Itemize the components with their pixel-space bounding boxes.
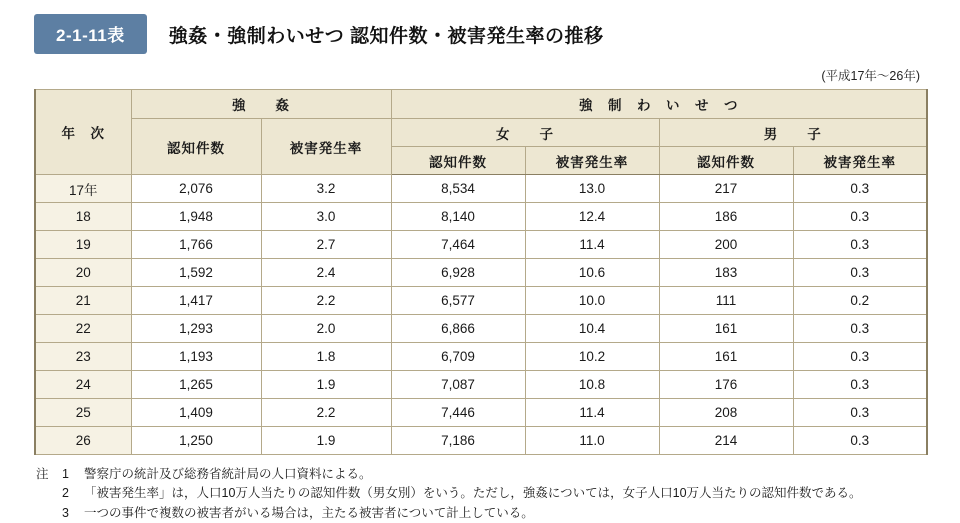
cell-male-cases: 161 [659, 343, 793, 371]
col-header-male-rate: 被害発生率 [793, 147, 927, 175]
statistics-table [34, 89, 928, 455]
cell-female-cases: 8,534 [391, 175, 525, 203]
table-header-row-2 [35, 119, 927, 147]
col-header-female-rate: 被害発生率 [525, 147, 659, 175]
cell-female-cases: 8,140 [391, 203, 525, 231]
cell-year: 25 [35, 399, 131, 427]
cell-rape-rate: 1.8 [261, 343, 391, 371]
cell-male-cases: 214 [659, 427, 793, 455]
cell-rape-cases: 1,293 [131, 315, 261, 343]
cell-female-rate: 11.4 [525, 399, 659, 427]
table-row [35, 259, 927, 287]
note-text: 「被害発生率」は，人口10万人当たりの認知件数（男女別）をいう。ただし，強姦については，女子人口10万人当たりの認知件数である。 [84, 486, 862, 501]
cell-female-rate: 12.4 [525, 203, 659, 231]
note-text: 一つの事件で複数の被害者がいる場合は，主たる被害者について計上している。 [84, 505, 534, 520]
cell-rape-cases: 1,766 [131, 231, 261, 259]
group-header-indecency: 強 制 わ い せ つ [391, 90, 927, 119]
cell-year: 24 [35, 371, 131, 399]
cell-rape-cases: 1,193 [131, 343, 261, 371]
cell-female-cases: 6,577 [391, 287, 525, 315]
cell-male-cases: 183 [659, 259, 793, 287]
cell-rape-cases: 1,409 [131, 399, 261, 427]
cell-female-rate: 10.6 [525, 259, 659, 287]
cell-female-rate: 10.2 [525, 343, 659, 371]
table-notes [0, 455, 960, 523]
cell-rape-cases: 1,417 [131, 287, 261, 315]
cell-male-rate: 0.3 [793, 343, 927, 371]
cell-male-cases: 186 [659, 203, 793, 231]
cell-female-cases: 7,464 [391, 231, 525, 259]
page-title: 強姦・強制わいせつ 認知件数・被害発生率の推移 [168, 25, 604, 47]
cell-female-cases: 6,866 [391, 315, 525, 343]
cell-female-rate: 13.0 [525, 175, 659, 203]
cell-rape-rate: 2.0 [261, 315, 391, 343]
cell-male-rate: 0.3 [793, 315, 927, 343]
table-body [35, 175, 927, 455]
col-header-year: 年 次 [35, 90, 131, 175]
table-header-row-1 [35, 90, 927, 119]
note-number: 1 [62, 467, 69, 481]
cell-male-cases: 161 [659, 315, 793, 343]
cell-female-rate: 11.4 [525, 231, 659, 259]
col-header-male-cases: 認知件数 [659, 147, 793, 175]
cell-male-cases: 217 [659, 175, 793, 203]
cell-male-rate: 0.2 [793, 287, 927, 315]
cell-rape-cases: 1,948 [131, 203, 261, 231]
cell-female-cases: 7,087 [391, 371, 525, 399]
table-row [35, 371, 927, 399]
table-row [35, 203, 927, 231]
notes-label: 注 [36, 467, 49, 481]
cell-male-rate: 0.3 [793, 175, 927, 203]
period-note: (平成17年〜26年) [821, 69, 920, 83]
cell-female-cases: 7,186 [391, 427, 525, 455]
note-item [36, 465, 926, 484]
note-text: 警察庁の統計及び総務省統計局の人口資料による。 [84, 467, 372, 481]
cell-rape-cases: 1,265 [131, 371, 261, 399]
cell-year: 18 [35, 203, 131, 231]
cell-female-cases: 6,709 [391, 343, 525, 371]
cell-male-cases: 200 [659, 231, 793, 259]
group-header-rape: 強 姦 [131, 90, 391, 119]
col-header-rape-cases: 認知件数 [131, 119, 261, 175]
note-number: 2 [62, 486, 69, 501]
cell-male-rate: 0.3 [793, 203, 927, 231]
cell-rape-rate: 2.4 [261, 259, 391, 287]
col-header-rape-rate: 被害発生率 [261, 119, 391, 175]
cell-year: 19 [35, 231, 131, 259]
cell-rape-rate: 2.2 [261, 399, 391, 427]
table-row [35, 399, 927, 427]
cell-rape-rate: 3.0 [261, 203, 391, 231]
cell-female-rate: 10.0 [525, 287, 659, 315]
cell-male-rate: 0.3 [793, 371, 927, 399]
cell-rape-rate: 1.9 [261, 427, 391, 455]
cell-rape-cases: 2,076 [131, 175, 261, 203]
cell-male-cases: 111 [659, 287, 793, 315]
table-head [35, 90, 927, 175]
note-item [36, 504, 926, 523]
cell-male-cases: 176 [659, 371, 793, 399]
cell-rape-rate: 3.2 [261, 175, 391, 203]
cell-male-rate: 0.3 [793, 427, 927, 455]
table-number-badge: 2-1-11表 [34, 14, 147, 54]
cell-year: 26 [35, 427, 131, 455]
note-item [36, 484, 926, 503]
cell-female-rate: 11.0 [525, 427, 659, 455]
cell-year: 17年 [35, 175, 131, 203]
cell-female-cases: 7,446 [391, 399, 525, 427]
cell-year: 21 [35, 287, 131, 315]
col-header-female-cases: 認知件数 [391, 147, 525, 175]
cell-rape-rate: 2.7 [261, 231, 391, 259]
cell-male-rate: 0.3 [793, 259, 927, 287]
sub-header-male: 男 子 [659, 119, 927, 147]
cell-female-rate: 10.4 [525, 315, 659, 343]
cell-male-rate: 0.3 [793, 399, 927, 427]
cell-female-cases: 6,928 [391, 259, 525, 287]
table-row [35, 315, 927, 343]
table-container [0, 89, 960, 455]
cell-rape-rate: 1.9 [261, 371, 391, 399]
table-header [0, 0, 960, 54]
table-row [35, 343, 927, 371]
cell-rape-cases: 1,250 [131, 427, 261, 455]
cell-rape-rate: 2.2 [261, 287, 391, 315]
table-row [35, 175, 927, 203]
table-row [35, 231, 927, 259]
table-row [35, 287, 927, 315]
cell-male-cases: 208 [659, 399, 793, 427]
cell-year: 22 [35, 315, 131, 343]
sub-header-female: 女 子 [391, 119, 659, 147]
note-number: 3 [62, 505, 69, 520]
cell-year: 23 [35, 343, 131, 371]
cell-rape-cases: 1,592 [131, 259, 261, 287]
table-row [35, 427, 927, 455]
cell-year: 20 [35, 259, 131, 287]
cell-female-rate: 10.8 [525, 371, 659, 399]
cell-male-rate: 0.3 [793, 231, 927, 259]
